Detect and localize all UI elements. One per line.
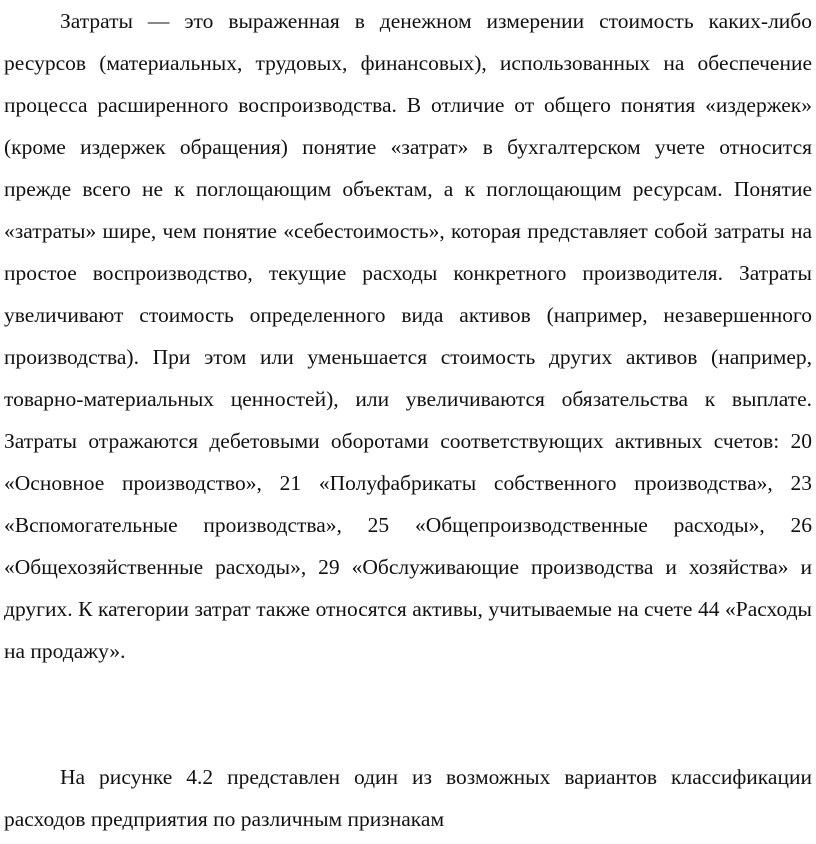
paragraph-figure-reference: На рисунке 4.2 представлен один из возможных вариантов классификации расходов предприятия по различным признакам [4,765,812,831]
paragraph-costs-definition: Затраты — это выраженная в денежном измерении стоимость каких-либо ресурсов (материальных, трудовых, финансовых), использованных на обеспечение процесса расширенного воспроизводства. В отличие от общего понятия «издержек» (кроме издержек обращения) понятие «затрат» в бухгалтерском учете относится прежде всего не к поглощающим объектам, а к поглощающим ресурсам. Понятие «затраты» шире, чем понятие «себестоимость», которая представляет собой затраты на простое воспроизводство, текущие расходы конкретного производителя. Затраты увеличивают стоимость определенного вида активов (например, незавершенного производства). При этом или уменьшается стоимость других активов (например, товарно-материальных ценностей), или увеличиваются обязательства к выплате. Затраты отражаются дебетовыми оборотами соответствующих активных счетов: 20 «Основное производство», 21 «Полуфабрикаты собственного производства», 23 «Вспомогательные производства», 25 «Общепроизводственные расходы», 26 «Общехозяйственные расходы», 29 «Обслуживающие производства и хозяйства» и других. К категории затрат также относятся активы, учитываемые на счете 44 «Расходы на продажу». [4,9,812,663]
